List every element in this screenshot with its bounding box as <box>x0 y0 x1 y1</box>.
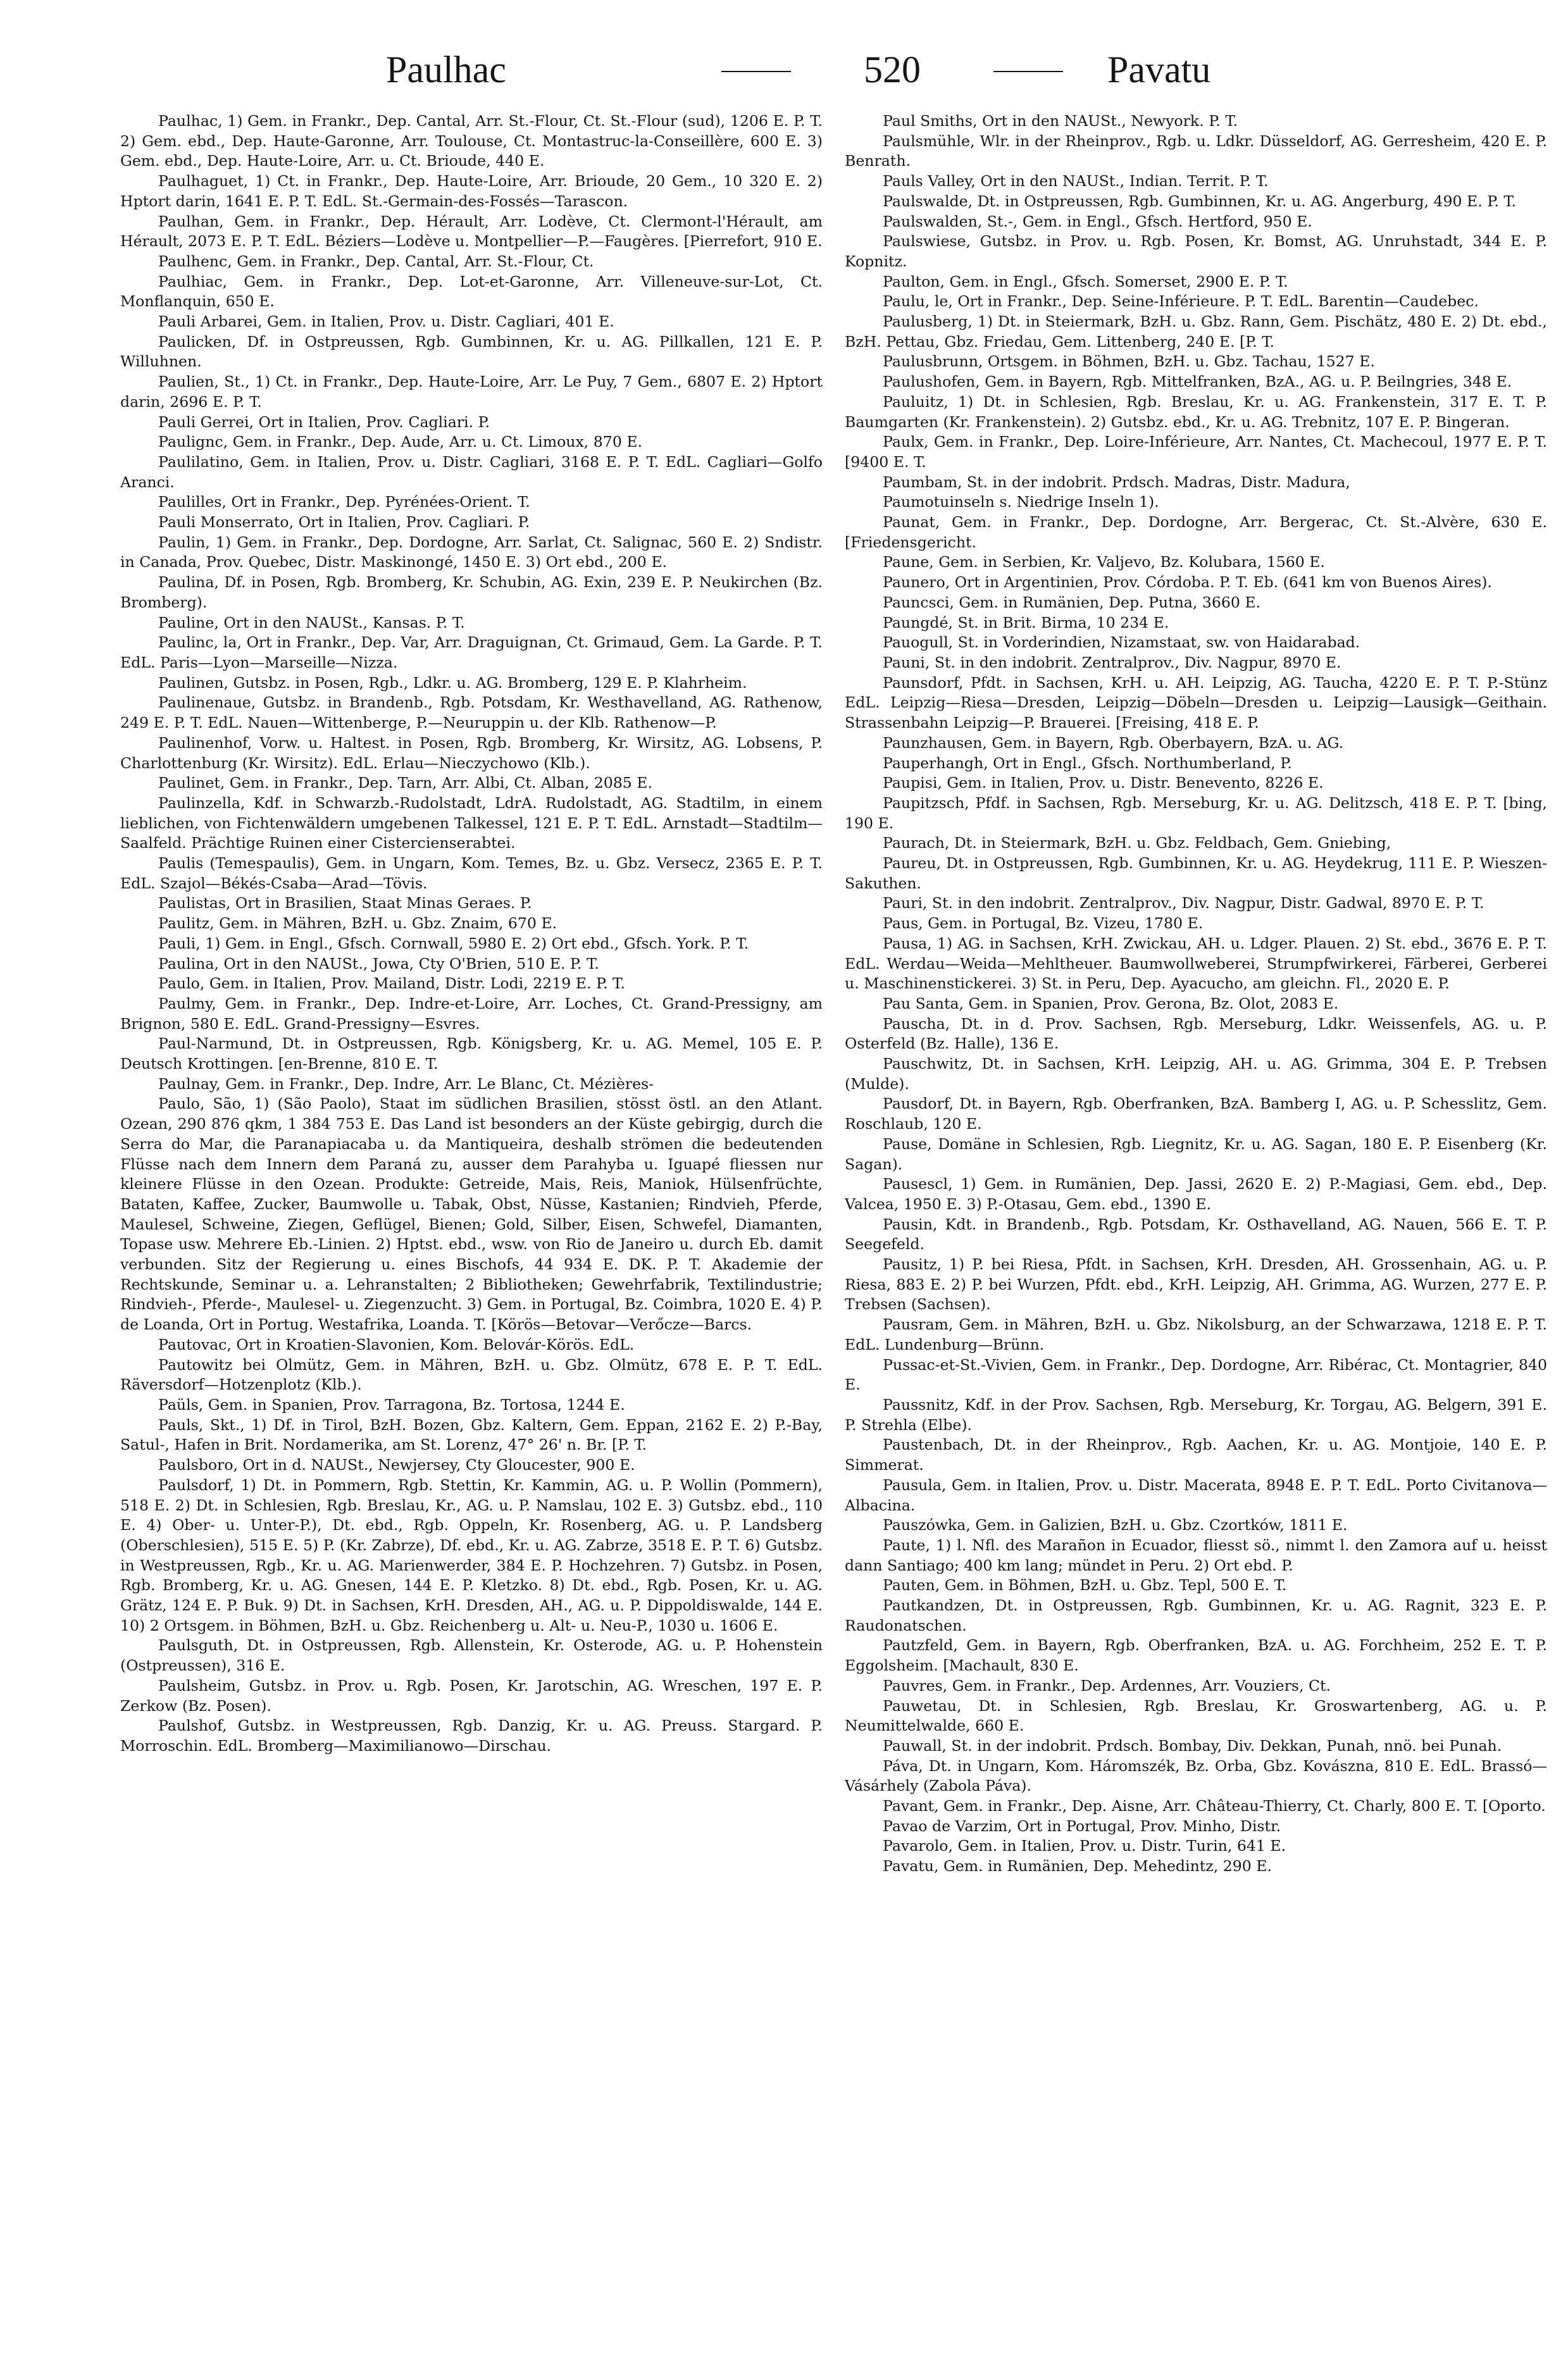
gazetteer-entry: Pauluitz, 1) Dt. in Schlesien, Rgb. Breslau, Kr. u. AG. Frankenstein, 317 E. T. P. Baumgarten (Kr. Frankenstein). 2) Gutsbz. ebd., Kr. u. AG. Trebnitz, 107 E. P. Bingeran. <box>845 392 1547 431</box>
gazetteer-entry: Paunero, Ort in Argentinien, Prov. Córdoba. P. T. Eb. (641 km von Buenos Aires). <box>883 573 1492 592</box>
gazetteer-entry: Paungdé, St. in Brit. Birma, 10 234 E. <box>883 613 1169 631</box>
gazetteer-entry: Pautzfeld, Gem. in Bayern, Rgb. Oberfranken, BzA. u. AG. Forchheim, 252 E. T. P. Eggolsheim. [Machault, 830 E. <box>845 1636 1547 1675</box>
gazetteer-entry: Paulinzella, Kdf. in Schwarzb.-Rudolstadt, LdrA. Rudolstadt, AG. Stadtilm, in einem lieblichen, von Fichtenwäldern umgebenen Talkessel, 121 E. P. T. EdL. Arnstadt—Stadtilm—Saalfeld. Prächtige Ruinen einer Cistercienserabtei. <box>120 793 823 852</box>
gazetteer-entry: Pauli Monserrato, Ort in Italien, Prov. Cagliari. P. <box>158 513 530 532</box>
gazetteer-entry: Pauwall, St. in der indobrit. Prdsch. Bombay, Div. Dekkan, Punah, nnö. bei Punah. <box>883 1736 1502 1755</box>
gazetteer-entry: Paul-Narmund, Dt. in Ostpreussen, Rgb. Königsberg, Kr. u. AG. Memel, 105 E. P. Deutsch Krottingen. [en-Brenne, 810 E. T. <box>120 1035 823 1073</box>
gazetteer-entry: Paulhan, Gem. in Frankr., Dep. Hérault, Arr. Lodève, Ct. Clermont-l'Hérault, am Hérault, 2073 E. P. T. EdL. Béziers—Lodève u. Montpellier—P.—Faugères. [Pierrefort, 910 E. <box>120 212 823 251</box>
header-last-entry: Pavatu <box>1107 49 1211 90</box>
gazetteer-entry: Pautowitz bei Olmütz, Gem. in Mähren, BzH. u. Gbz. Olmütz, 678 E. P. T. EdL. Räversdorf—Hotzenplotz (Klb.). <box>120 1355 823 1394</box>
gazetteer-entry: Paulina, Ort in den NAUSt., Jowa, Cty O'Brien, 510 E. P. T. <box>158 954 599 973</box>
gazetteer-entry: Paulhiac, Gem. in Frankr., Dep. Lot-et-Garonne, Arr. Villeneuve-sur-Lot, Ct. Monflanquin, 650 E. <box>120 272 823 311</box>
gazetteer-entry: Paulx, Gem. in Frankr., Dep. Loire-Inférieure, Arr. Nantes, Ct. Machecoul, 1977 E. P. T. [9400 E. T. <box>845 433 1547 471</box>
gazetteer-entry: Paul Smiths, Ort in den NAUSt., Newyork. P. T. <box>883 112 1238 130</box>
gazetteer-entry: Paulusbrunn, Ortsgem. in Böhmen, BzH. u. Gbz. Tachau, 1527 E. <box>883 352 1375 371</box>
gazetteer-entry: Pauls, Skt., 1) Df. in Tirol, BzH. Bozen, Gbz. Kaltern, Gem. Eppan, 2162 E. 2) P.-Bay, Satul-, Hafen in Brit. Nordamerika, am St. Lorenz, 47° 26' n. Br. [P. T. <box>120 1415 823 1454</box>
gazetteer-entry: Paulitz, Gem. in Mähren, BzH. u. Gbz. Znaim, 670 E. <box>158 914 557 933</box>
gazetteer-entry: Paulin, 1) Gem. in Frankr., Dep. Dordogne, Arr. Sarlat, Ct. Salignac, 560 E. 2) Sndistr. in Canada, Prov. Quebec, Distr. Maskinongé, 1450 E. 3) Ort ebd., 200 E. <box>120 533 823 571</box>
gazetteer-entry: Pauncsci, Gem. in Rumänien, Dep. Putna, 3660 E. <box>883 593 1261 611</box>
gazetteer-entry: Paulinenhof, Vorw. u. Haltest. in Posen, Rgb. Bromberg, Kr. Wirsitz, AG. Lobsens, P. Charlottenburg (Kr. Wirsitz). EdL. Erlau—Nieczychowo (Klb.). <box>120 733 823 772</box>
gazetteer-entry: Pautovac, Ort in Kroatien-Slavonien, Kom. Belovár-Körös. EdL. <box>158 1335 635 1353</box>
gazetteer-entry: Pauli Gerrei, Ort in Italien, Prov. Cagliari. P. <box>158 413 490 431</box>
gazetteer-entry: Paulsheim, Gutsbz. in Prov. u. Rgb. Posen, Kr. Jarotschin, AG. Wreschen, 197 E. P. Zerkow (Bz. Posen). <box>120 1676 823 1715</box>
gazetteer-entry: Paulushofen, Gem. in Bayern, Rgb. Mittelfranken, BzA., AG. u. P. Beilngries, 348 E. <box>883 373 1512 391</box>
gazetteer-entry: Paulusberg, 1) Dt. in Steiermark, BzH. u. Gbz. Rann, Gem. Pischätz, 480 E. 2) Dt. ebd., BzH. Pettau, Gbz. Friedau, Gem. Littenberg, 240 E. [P. T. <box>845 313 1547 351</box>
header-first-entry: Paulhac <box>386 49 506 90</box>
gazetteer-entry: Pauli Arbarei, Gem. in Italien, Prov. u. Distr. Cagliari, 401 E. <box>158 313 614 331</box>
gazetteer-entry: Pau Santa, Gem. in Spanien, Prov. Gerona, Bz. Olot, 2083 E. <box>883 994 1339 1012</box>
gazetteer-entry: Pausram, Gem. in Mähren, BzH. u. Gbz. Nikolsburg, an der Schwarzawa, 1218 E. P. T. EdL. Lundenburg—Brünn. <box>845 1315 1547 1353</box>
gazetteer-entry: Pautkandzen, Dt. in Ostpreussen, Rgb. Gumbinnen, Kr. u. AG. Ragnit, 323 E. P. Raudonatschen. <box>845 1596 1547 1634</box>
gazetteer-entry: Pussac-et-St.-Vivien, Gem. in Frankr., Dep. Dordogne, Arr. Ribérac, Ct. Montagrier, 840 E. <box>845 1355 1547 1394</box>
gazetteer-entry: Paustenbach, Dt. in der Rheinprov., Rgb. Aachen, Kr. u. AG. Montjoie, 140 E. P. Simmerat. <box>845 1436 1547 1474</box>
gazetteer-entry: Pausitz, 1) P. bei Riesa, Pfdt. in Sachsen, KrH. Dresden, AH. Grossenhain, AG. u. P. Riesa, 883 E. 2) P. bei Wurzen, Pfdt. ebd., KrH. Leipzig, AH. Grimma, AG. Wurzen, 277 E. P. Trebsen (Sachsen). <box>845 1255 1547 1314</box>
gazetteer-entry: Paulinen, Gutsbz. in Posen, Rgb., Ldkr. u. AG. Bromberg, 129 E. P. Klahrheim. <box>158 673 747 692</box>
gazetteer-entry: Pavant, Gem. in Frankr., Dep. Aisne, Arr. Château-Thierry, Ct. Charly, 800 E. T. [Oporto. <box>883 1797 1546 1815</box>
gazetteer-entry: Paulsdorf, 1) Dt. in Pommern, Rgb. Stettin, Kr. Kammin, AG. u. P. Wollin (Pommern), 518 E. 2) Dt. in Schlesien, Rgb. Breslau, Kr., AG. u. P. Namslau, 102 E. 3) Gutsbz. ebd., 110 E. 4) Ober- u. Unter-P.), Dt. ebd., Rgb. Oppeln, Kr. Rosenberg, AG. u. P. Landsberg (Oberschlesien), 515 E. 5) P. (Kr. Zabrze), Df. ebd., Kr. u. AG. Zabrze, 3518 E. P. T. 6) Gutsbz. in Westpreussen, Rgb., Kr. u. AG. Marienwerder, 384 E. P. Hochzehren. 7) Gutsbz. in Posen, Rgb. Bromberg, Kr. u. AG. Gnesen, 144 E. P. Kletzko. 8) Dt. ebd., Rgb. Posen, Kr. u. AG. Grätz, 124 E. P. Buk. 9) Dt. in Sachsen, KrH. Dresden, AH., AG. u. P. Dippoldiswalde, 144 E. 10) 2 Ortsgem. in Böhmen, BzH. u. Gbz. Reichenberg u. Alt- u. Neu-P., 1030 u. 1606 E. <box>120 1476 823 1634</box>
gazetteer-entry: Paulsmühle, Wlr. in der Rheinprov., Rgb. u. Ldkr. Düsseldorf, AG. Gerresheim, 420 E. P. Benrath. <box>845 132 1547 170</box>
gazetteer-entry: Paulnay, Gem. in Frankr., Dep. Indre, Arr. Le Blanc, Ct. Mézières- <box>158 1074 654 1093</box>
gazetteer-entry: Paulshof, Gutsbz. in Westpreussen, Rgb. Danzig, Kr. u. AG. Preuss. Stargard. P. Morroschin. EdL. Bromberg—Maximilianowo—Dirschau. <box>120 1717 823 1755</box>
left-column <box>120 111 823 2339</box>
gazetteer-entry: Pauszówka, Gem. in Galizien, BzH. u. Gbz. Czortków, 1811 E. <box>883 1516 1348 1534</box>
gazetteer-entry: Paulhenc, Gem. in Frankr., Dep. Cantal, Arr. St.-Flour, Ct. <box>158 252 594 270</box>
gazetteer-entry: Pauli, 1) Gem. in Engl., Gfsch. Cornwall, 5980 E. 2) Ort ebd., Gfsch. York. P. T. <box>158 934 749 952</box>
gazetteer-entry: Paulinet, Gem. in Frankr., Dep. Tarn, Arr. Albi, Ct. Alban, 2085 E. <box>158 774 653 792</box>
gazetteer-entry: Paumotuinseln s. Niedrige Inseln 1). <box>883 493 1159 511</box>
gazetteer-entry: Pausula, Gem. in Italien, Prov. u. Distr. Macerata, 8948 E. P. T. EdL. Porto Civitanova—Albacina. <box>845 1476 1547 1514</box>
gazetteer-entry: Paulo, Gem. in Italien, Prov. Mailand, Distr. Lodi, 2219 E. P. T. <box>158 974 625 993</box>
gazetteer-entry: Paulinc, la, Ort in Frankr., Dep. Var, Arr. Draguignan, Ct. Grimaud, Gem. La Garde. P. T. EdL. Paris—Lyon—Marseille—Nizza. <box>120 633 823 671</box>
gazetteer-entry: Pauline, Ort in den NAUSt., Kansas. P. T. <box>158 613 465 631</box>
gazetteer-entry: Paüls, Gem. in Spanien, Prov. Tarragona, Bz. Tortosa, 1244 E. <box>158 1396 625 1414</box>
gazetteer-entry: Pauscha, Dt. in d. Prov. Sachsen, Rgb. Merseburg, Ldkr. Weissenfels, AG. u. P. Osterfeld (Bz. Halle), 136 E. <box>845 1014 1547 1053</box>
gazetteer-entry: Paunsdorf, Pfdt. in Sachsen, KrH. u. AH. Leipzig, AG. Taucha, 4220 E. P. T. P.-Stünz EdL. Leipzig—Riesa—Dresden, Leipzig—Döbeln—Dresden u. Leipzig—Lausigk—Geithain. Strassenbahn Leipzig—P. Brauerei. [Freising, 418 E. P. <box>845 673 1547 732</box>
gazetteer-entry: Pausescl, 1) Gem. in Rumänien, Dep. Jassi, 2620 E. 2) P.-Magiasi, Gem. ebd., Dep. Valcea, 1950 E. 3) P.-Otasau, Gem. ebd., 1390 E. <box>845 1175 1547 1213</box>
gazetteer-entry: Pauogull, St. in Vorderindien, Nizamstaat, sw. von Haidarabad. <box>883 633 1360 652</box>
gazetteer-entry: Paulton, Gem. in Engl., Gfsch. Somerset, 2900 E. P. T. <box>883 272 1288 290</box>
gazetteer-entry: Páva, Dt. in Ungarn, Kom. Háromszék, Bz. Orba, Gbz. Kovászna, 810 E. EdL. Brassó—Vásárhely (Zabola Páva). <box>845 1757 1547 1795</box>
gazetteer-entry: Paulhaguet, 1) Ct. in Frankr., Dep. Haute-Loire, Arr. Brioude, 20 Gem., 10 320 E. 2) Hptort darin, 1641 E. P. T. EdL. St.-Germain-des-Fossés—Tarascon. <box>120 172 823 210</box>
gazetteer-entry: Paulina, Df. in Posen, Rgb. Bromberg, Kr. Schubin, AG. Exin, 239 E. P. Neukirchen (Bz. Bromberg). <box>120 573 823 611</box>
gazetteer-entry: Pavarolo, Gem. in Italien, Prov. u. Distr. Turin, 641 E. <box>883 1837 1286 1855</box>
gazetteer-entry: Paunzhausen, Gem. in Bayern, Rgb. Oberbayern, BzA. u. AG. <box>883 733 1344 752</box>
gazetteer-entry: Pauvres, Gem. in Frankr., Dep. Ardennes, Arr. Vouziers, Ct. <box>883 1676 1331 1694</box>
gazetteer-entry: Paulicken, Df. in Ostpreussen, Rgb. Gumbinnen, Kr. u. AG. Pillkallen, 121 E. P. Willuhnen. <box>120 332 823 371</box>
gazetteer-entry: Paus, Gem. in Portugal, Bz. Vizeu, 1780 E. <box>883 914 1204 933</box>
gazetteer-entry: Paulo, São, 1) (São Paolo), Staat im südlichen Brasilien, stösst östl. an den Atlant. Ozean, 290 876 qkm, 1 384 753 E. Das Land ist besonders an der Küste gebirgig, durch die Serra do Mar, die Paranapiacaba u. da Mantiqueira, deshalb strömen die bedeutenden Flüsse nach dem Innern dem Paraná zu, ausser dem Parahyba u. Iguapé fliessen nur kleinere Flüsse in den Ozean. Produkte: Getreide, Mais, Reis, Maniok, Hülsenfrüchte, Bataten, Kaffee, Zucker, Baumwolle u. Tabak, Obst, Nüsse, Kastanien; Rindvieh, Pferde, Maulesel, Schweine, Ziegen, Geflügel, Bienen; Gold, Silber, Eisen, Schwefel, Diamanten, Topase usw. Mehrere Eb.-Linien. 2) Hptst. ebd., wsw. von Rio de Janeiro u. durch Eb. damit verbunden. Sitz der Regierung u. eines Bischofs, 44 934 E. DK. P. T. Akademie der Rechtskunde, Seminar u. a. Lehranstalten; 2 Bibliotheken; Gewehrfabrik, Textilindustrie; Rindvieh-, Pferde-, Maulesel- u. Ziegenzucht. 3) Gem. in Portugal, Bz. Coimbra, 1020 E. 4) P. de Loanda, Ort in Portug. Westafrika, Loanda. T. [Körös—Betovar—Verőcze—Barcs. <box>120 1095 823 1334</box>
gazetteer-entry: Pause, Domäne in Schlesien, Rgb. Liegnitz, Kr. u. AG. Sagan, 180 E. P. Eisenberg (Kr. Sagan). <box>845 1135 1547 1173</box>
gazetteer-entry: Pauten, Gem. in Böhmen, BzH. u. Gbz. Tepl, 500 E. T. <box>883 1576 1287 1595</box>
gazetteer-entry: Pavao de Varzim, Ort in Portugal, Prov. Minho, Distr. <box>883 1817 1281 1835</box>
gazetteer-entry: Paulinenaue, Gutsbz. in Brandenb., Rgb. Potsdam, Kr. Westhavelland, AG. Rathenow, 249 E. P. T. EdL. Nauen—Wittenberge, P.—Neuruppin u. der Klb. Rathenow—P. <box>120 693 823 732</box>
gazetteer-entry: Pauschwitz, Dt. in Sachsen, KrH. Leipzig, AH. u. AG. Grimma, 304 E. P. Trebsen (Mulde). <box>845 1055 1547 1093</box>
gazetteer-entry: Paulilles, Ort in Frankr., Dep. Pyrénées-Orient. T. <box>158 493 530 511</box>
gazetteer-entry: Paulu, le, Ort in Frankr., Dep. Seine-Inférieure. P. T. EdL. Barentin—Caudebec. <box>883 292 1479 311</box>
gazetteer-entry: Paulien, St., 1) Ct. in Frankr., Dep. Haute-Loire, Arr. Le Puy, 7 Gem., 6807 E. 2) Hptort darin, 2696 E. P. T. <box>120 373 823 411</box>
gazetteer-entry: Paulmy, Gem. in Frankr., Dep. Indre-et-Loire, Arr. Loches, Ct. Grand-Pressigny, am Brignon, 580 E. EdL. Grand-Pressigny—Esvres. <box>120 994 823 1033</box>
gazetteer-entry: Paulignc, Gem. in Frankr., Dep. Aude, Arr. u. Ct. Limoux, 870 E. <box>158 433 643 451</box>
gazetteer-entry: Pausdorf, Dt. in Bayern, Rgb. Oberfranken, BzA. Bamberg I, AG. u. P. Schesslitz, Gem. Roschlaub, 120 E. <box>845 1095 1547 1133</box>
gazetteer-entry: Pauls Valley, Ort in den NAUSt., Indian. Territ. P. T. <box>883 172 1269 190</box>
gazetteer-entry: Pausin, Kdt. in Brandenb., Rgb. Potsdam, Kr. Osthavelland, AG. Nauen, 566 E. T. P. Seegefeld. <box>845 1215 1547 1253</box>
gazetteer-entry: Paune, Gem. in Serbien, Kr. Valjevo, Bz. Kolubara, 1560 E. <box>883 553 1325 571</box>
gazetteer-entry: Paulsboro, Ort in d. NAUSt., Newjersey, Cty Gloucester, 900 E. <box>158 1456 635 1474</box>
gazetteer-entry: Paulswalden, St.-, Gem. in Engl., Gfsch. Hertford, 950 E. <box>883 212 1312 230</box>
gazetteer-entry: Paute, 1) l. Nfl. des Marañon in Ecuador, fliesst sö., nimmt l. den Zamora auf u. heisst dann Santiago; 400 km lang; mündet in Peru. 2) Ort ebd. P. <box>845 1536 1547 1574</box>
gazetteer-entry: Paussnitz, Kdf. in der Prov. Sachsen, Rgb. Merseburg, Kr. Torgau, AG. Belgern, 391 E. P. Strehla (Elbe). <box>845 1396 1547 1434</box>
gazetteer-entry: Pauni, St. in den indobrit. Zentralprov., Div. Nagpur, 8970 E. <box>883 653 1341 671</box>
gazetteer-entry: Pausa, 1) AG. in Sachsen, KrH. Zwickau, AH. u. Ldger. Plauen. 2) St. ebd., 3676 E. P. T. EdL. Werdau—Weida—Mehltheuer. Baumwollweberei, Strumpfwirkerei, Färberei, Gerberei u. Maschinenstickerei. 3) St. in Peru, Dep. Ayacucho, am gleichn. Fl., 2020 E. P. <box>845 934 1547 993</box>
gazetteer-entry: Pauri, St. in den indobrit. Zentralprov., Div. Nagpur, Distr. Gadwal, 8970 E. P. T. <box>883 894 1484 912</box>
gazetteer-entry: Pauperhangh, Ort in Engl., Gfsch. Northumberland, P. <box>883 754 1292 772</box>
gazetteer-entry: Paunat, Gem. in Frankr., Dep. Dordogne, Arr. Bergerac, Ct. St.-Alvère, 630 E. [Friedensgericht. <box>845 513 1547 551</box>
gazetteer-entry: Paulis (Temespaulis), Gem. in Ungarn, Kom. Temes, Bz. u. Gbz. Versecz, 2365 E. P. T. EdL. Szajol—Békés-Csaba—Arad—Tövis. <box>120 854 823 892</box>
gazetteer-entry: Paulilatino, Gem. in Italien, Prov. u. Distr. Cagliari, 3168 E. P. T. EdL. Cagliari—Golfo Aranci. <box>120 452 823 491</box>
gazetteer-entry: Paulhac, 1) Gem. in Frankr., Dep. Cantal, Arr. St.-Flour, Ct. St.-Flour (sud), 1206 E. P. T. 2) Gem. ebd., Dep. Haute-Garonne, Arr. Toulouse, Ct. Montastruc-la-Conseillère, 600 E. 3) Gem. ebd., Dep. Haute-Loire, Arr. u. Ct. Brioude, 440 E. <box>120 112 823 170</box>
gazetteer-entry: Paupisi, Gem. in Italien, Prov. u. Distr. Benevento, 8226 E. <box>883 774 1324 792</box>
gazetteer-entry: Paulswiese, Gutsbz. in Prov. u. Rgb. Posen, Kr. Bomst, AG. Unruhstadt, 344 E. P. Kopnitz. <box>845 232 1547 270</box>
page-number: 520 <box>810 44 974 95</box>
gazetteer-entry: Paupitzsch, Pfdf. in Sachsen, Rgb. Merseburg, Kr. u. AG. Delitzsch, 418 E. P. T. [bing, 190 E. <box>845 793 1547 832</box>
gazetteer-entry: Paumbam, St. in der indobrit. Prdsch. Madras, Distr. Madura, <box>883 473 1350 491</box>
gazetteer-entry: Paulistas, Ort in Brasilien, Staat Minas Geraes. P. <box>158 894 532 912</box>
gazetteer-entry: Pauwetau, Dt. in Schlesien, Rgb. Breslau, Kr. Groswartenberg, AG. u. P. Neumittelwalde, 660 E. <box>845 1696 1547 1735</box>
gazetteer-entry: Paulswalde, Dt. in Ostpreussen, Rgb. Gumbinnen, Kr. u. AG. Angerburg, 490 E. P. T. <box>883 192 1517 210</box>
page-header <box>108 44 1468 95</box>
gazetteer-entry: Paureu, Dt. in Ostpreussen, Rgb. Gumbinnen, Kr. u. AG. Heydekrug, 111 E. P. Wieszen-Sakuthen. <box>845 854 1547 892</box>
right-column <box>845 111 1547 2339</box>
gazetteer-entry: Pavatu, Gem. in Rumänien, Dep. Mehedintz, 290 E. <box>883 1857 1272 1875</box>
gazetteer-entry: Paurach, Dt. in Steiermark, BzH. u. Gbz. Feldbach, Gem. Gniebing, <box>883 834 1391 852</box>
gazetteer-entry: Paulsguth, Dt. in Ostpreussen, Rgb. Allenstein, Kr. Osterode, AG. u. P. Hohenstein (Ostpreussen), 316 E. <box>120 1636 823 1675</box>
